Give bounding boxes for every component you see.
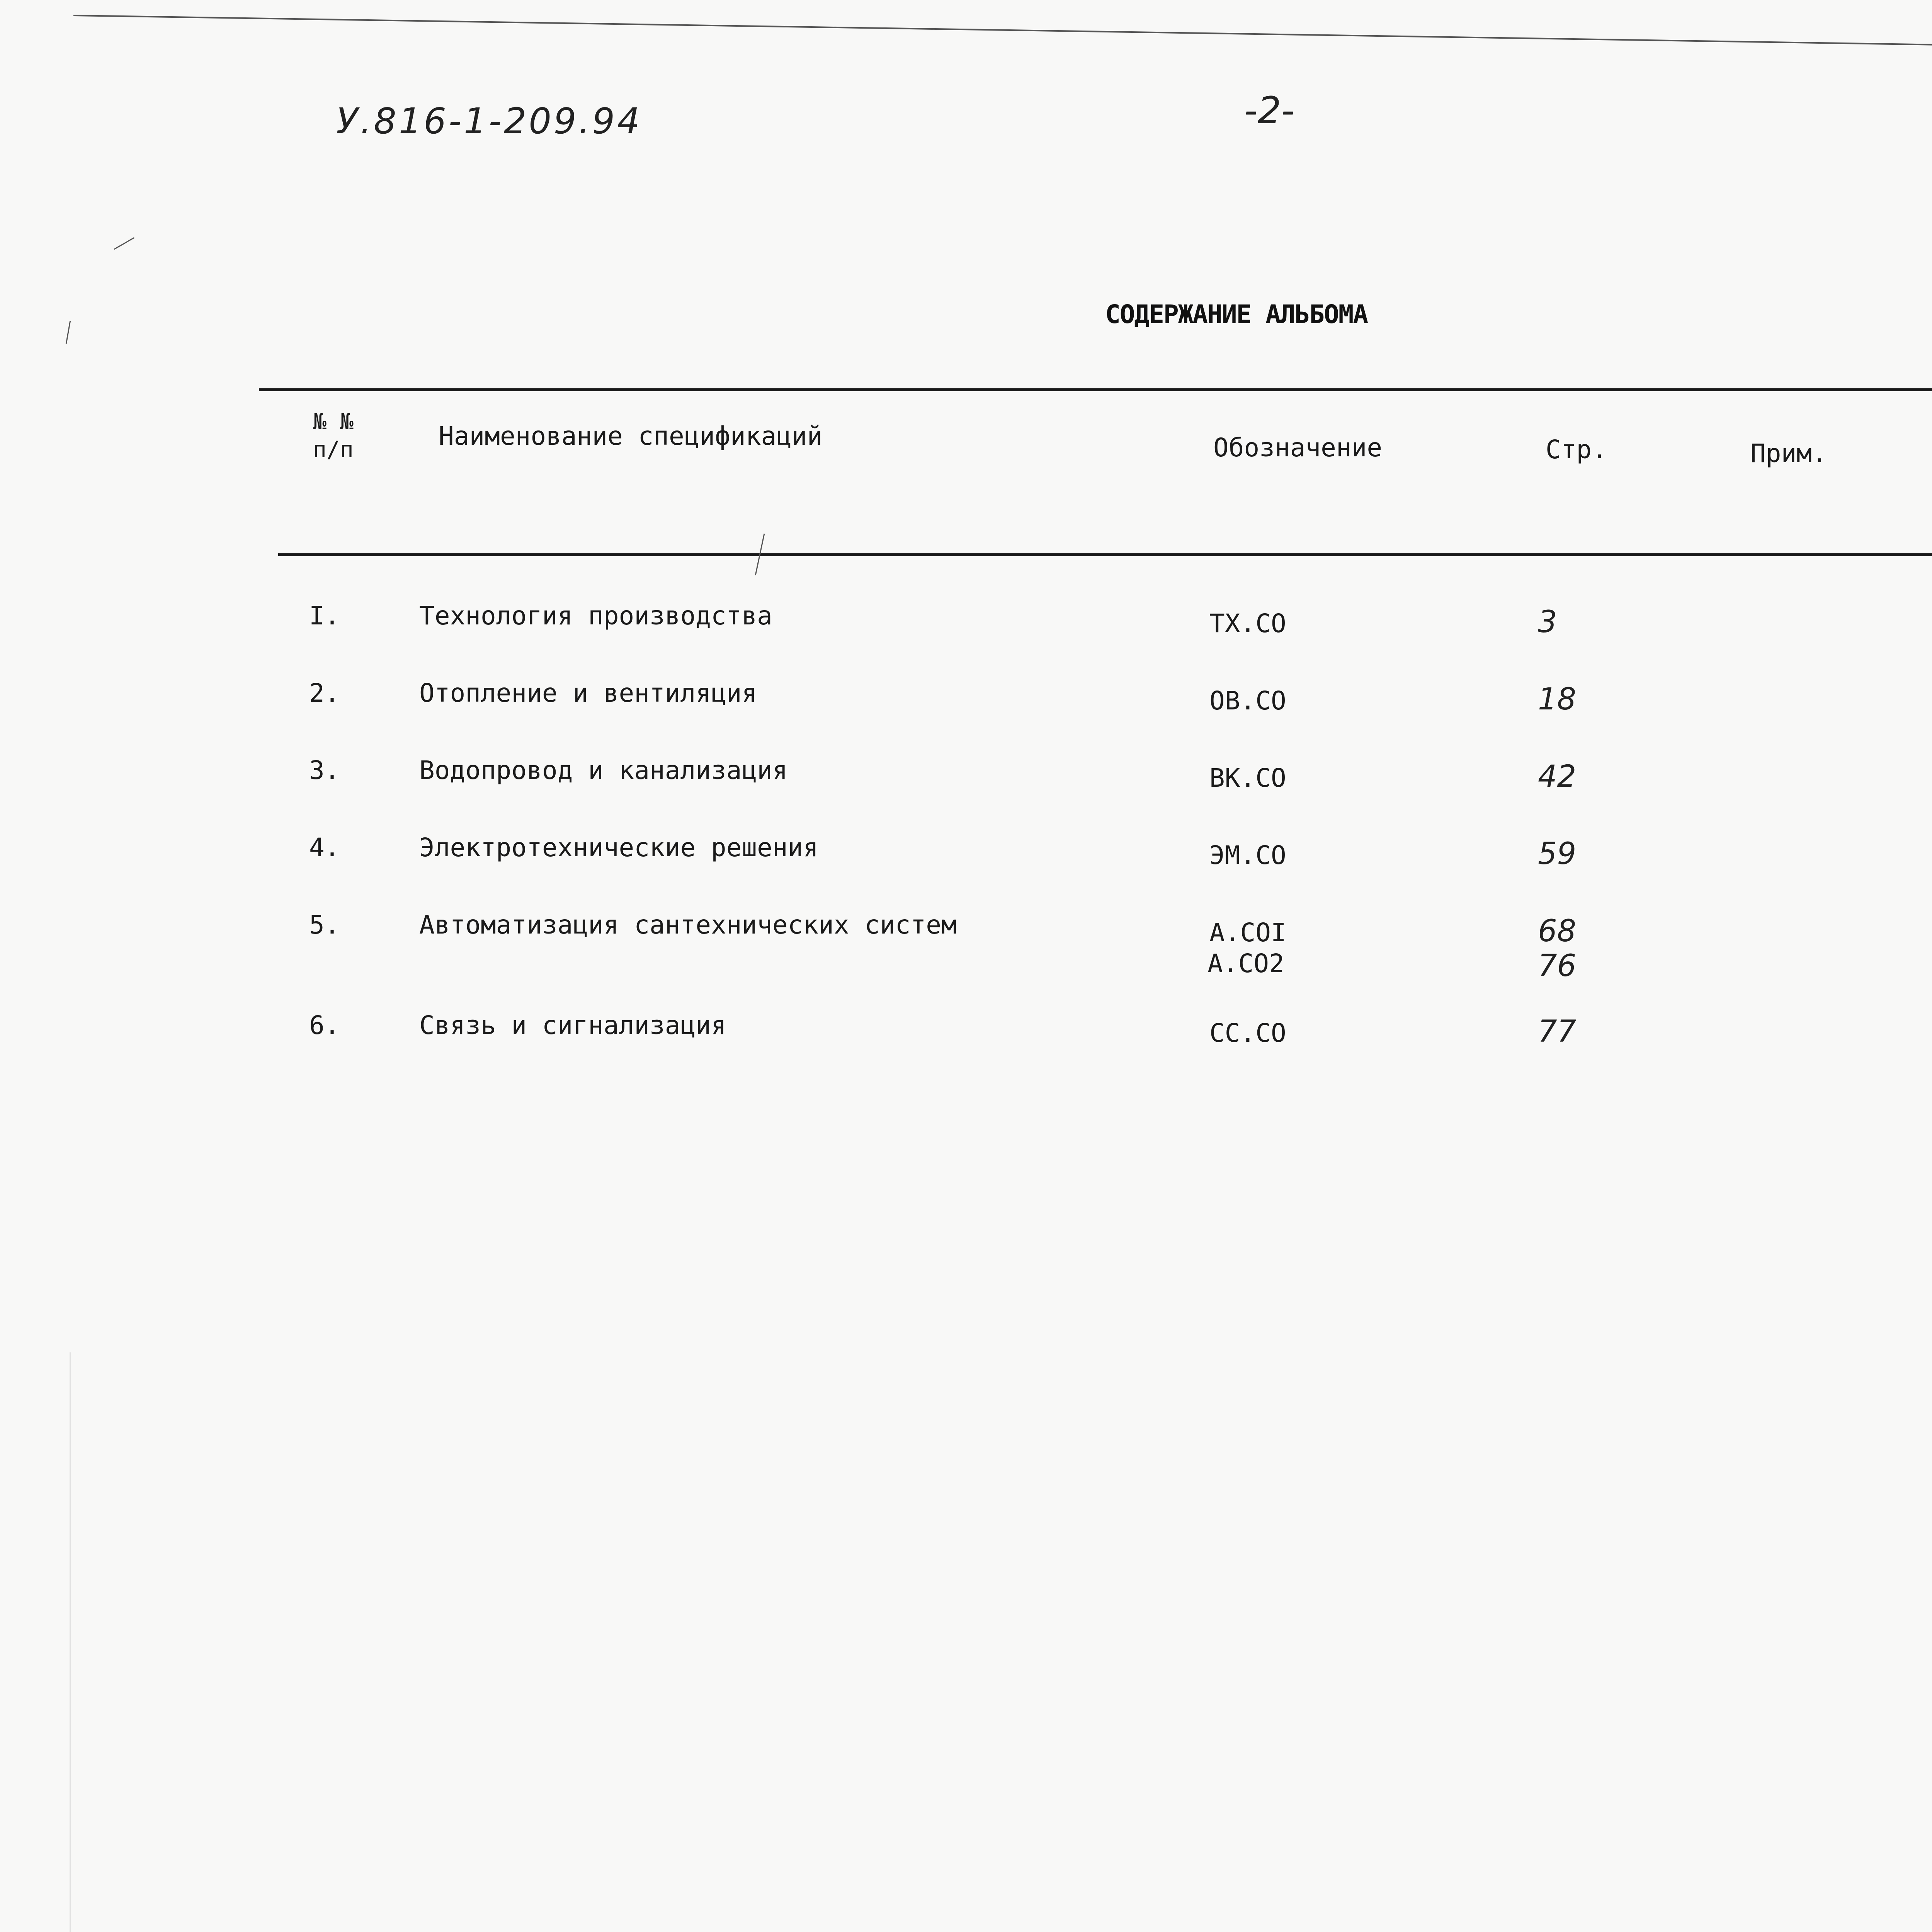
header-note: Прим. xyxy=(1750,439,1827,468)
row-page-secondary: 76 xyxy=(1538,949,1577,983)
header-code: Обозначение xyxy=(1213,433,1383,463)
row-number: 3. xyxy=(309,755,340,785)
row-name: Связь и сигнализация xyxy=(419,1010,726,1040)
row-page: 77 xyxy=(1538,1014,1577,1049)
scan-edge-left xyxy=(70,1352,71,1932)
row-name: Автоматизация сантехнических систем xyxy=(419,910,957,940)
table-row xyxy=(0,755,1932,794)
table-row xyxy=(0,1010,1932,1049)
row-number: I. xyxy=(309,601,340,631)
row-page: 42 xyxy=(1538,759,1577,794)
document-code: У.816-1-209.94 xyxy=(336,100,642,142)
row-page: 3 xyxy=(1538,605,1557,639)
row-name: Отопление и вентиляция xyxy=(419,678,757,708)
scan-edge-top xyxy=(73,15,1932,49)
header-number-line2: п/п xyxy=(313,436,354,463)
table-row xyxy=(0,833,1932,871)
pen-mark xyxy=(114,237,134,250)
header-page: Стр. xyxy=(1546,435,1607,464)
row-code: ОВ.СО xyxy=(1209,686,1286,716)
row-number: 4. xyxy=(309,833,340,862)
row-name: Технология производства xyxy=(419,601,772,631)
table-row xyxy=(0,678,1932,717)
page-title: СОДЕРЖАНИЕ АЛЬБОМА xyxy=(1105,299,1368,329)
header-number-line1: № № xyxy=(313,408,354,435)
page-number: -2- xyxy=(1244,89,1295,132)
pen-mark xyxy=(66,321,71,344)
row-code: А.СОI xyxy=(1209,918,1286,947)
row-number: 2. xyxy=(309,678,340,708)
table-top-rule xyxy=(259,388,1932,391)
row-code: ЭМ.СО xyxy=(1209,840,1286,870)
row-code: ВК.СО xyxy=(1209,763,1286,793)
row-name: Электротехнические решения xyxy=(419,833,819,862)
row-code: СС.СО xyxy=(1209,1018,1286,1048)
row-page: 18 xyxy=(1538,682,1577,717)
row-page: 68 xyxy=(1538,914,1577,949)
row-name: Водопровод и канализация xyxy=(419,755,788,785)
row-number: 5. xyxy=(309,910,340,940)
header-name: Наименование спецификаций xyxy=(439,421,823,451)
table-row xyxy=(0,910,1932,991)
table-header-rule xyxy=(278,553,1932,556)
header-number xyxy=(313,408,354,463)
row-number: 6. xyxy=(309,1010,340,1040)
row-code: ТХ.СО xyxy=(1209,609,1286,638)
row-page: 59 xyxy=(1538,837,1577,871)
table-row xyxy=(0,601,1932,639)
row-code-secondary: А.СО2 xyxy=(1208,949,1284,978)
